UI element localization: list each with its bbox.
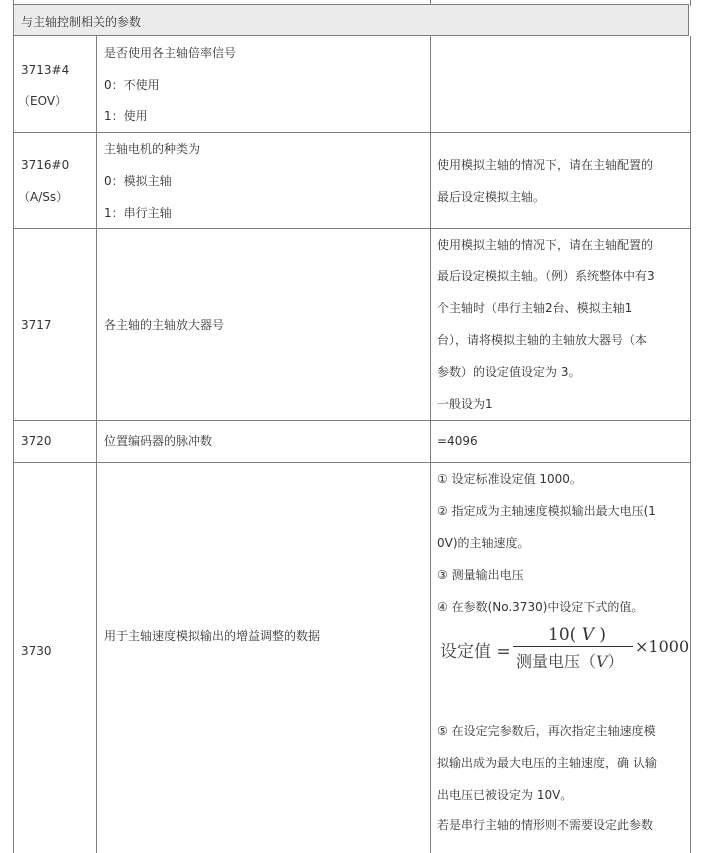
note-cell — [431, 421, 690, 462]
desc-line: 1：串行主轴 — [104, 206, 172, 220]
formula — [440, 625, 690, 671]
desc-cell — [97, 133, 431, 228]
note-cell — [431, 229, 690, 420]
note-line: 使用模拟主轴的情况下，请在主轴配置的 — [437, 158, 654, 172]
formula-denominator-unit: V — [596, 652, 608, 671]
formula-multiplier: ×1000 — [635, 637, 690, 656]
table-row — [13, 133, 691, 229]
section-header — [13, 4, 689, 36]
desc-cell — [97, 36, 431, 132]
note-line: =4096 — [437, 434, 478, 448]
table-row — [13, 463, 691, 853]
formula-denominator-close: ） — [607, 652, 624, 671]
param-cell — [14, 133, 97, 228]
formula-numerator-unit: V — [581, 625, 594, 645]
note-cell — [431, 133, 690, 228]
note-line: ④ 在参数(No.3730)中设定下式的值。 — [437, 600, 644, 614]
desc-cell — [97, 229, 431, 420]
param-symbol: （EOV） — [18, 94, 68, 108]
note-line: 若是串行主轴的情形则不需要设定此参数 — [437, 818, 654, 832]
desc-line: 1：使用 — [104, 109, 148, 123]
formula-denominator — [516, 649, 624, 672]
param-symbol: （A/Ss） — [18, 190, 69, 204]
note-cell — [431, 463, 690, 853]
note-line: 个主轴时（串行主轴2台、模拟主轴1 — [437, 301, 633, 315]
desc-cell — [97, 421, 431, 462]
desc-line: 是否使用各主轴倍率信号 — [104, 46, 237, 60]
note-line: 一般设为1 — [437, 397, 493, 411]
param-number: 3713#4 — [21, 63, 70, 77]
desc-cell — [97, 463, 431, 853]
note-line: 0V)的主轴速度。 — [437, 536, 530, 550]
desc-line: 0：模拟主轴 — [104, 174, 172, 188]
formula-numerator: 10( V ) — [548, 625, 607, 645]
desc-line: 0：不使用 — [104, 78, 160, 92]
desc-line: 位置编码器的脉冲数 — [104, 434, 213, 448]
note-line: 台），请将模拟主轴的主轴放大器号（本 — [437, 333, 648, 347]
note-line: ③ 测量输出电压 — [437, 568, 524, 582]
note-line: 使用模拟主轴的情况下，请在主轴配置的 — [437, 238, 654, 252]
desc-line: 各主轴的主轴放大器号 — [104, 318, 225, 332]
desc-line: 用于主轴速度模拟输出的增益调整的数据 — [104, 629, 321, 643]
desc-line: 主轴电机的种类为 — [104, 142, 201, 156]
note-line: 参数）的设定值设定为 3。 — [437, 365, 581, 379]
formula-lhs: 设定值 = — [440, 642, 511, 662]
table-row — [13, 229, 691, 421]
table-row — [13, 421, 691, 463]
note-line: 最后设定模拟主轴。 — [437, 190, 546, 204]
note-cell — [431, 36, 690, 132]
note-line: ② 指定成为主轴速度模拟输出最大电压(1 — [437, 504, 656, 518]
param-cell — [14, 229, 97, 420]
param-cell — [14, 463, 97, 853]
table-row — [13, 36, 691, 133]
fraction-bar — [513, 646, 633, 647]
note-line: 拟输出成为最大电压的主轴速度，确 认输 — [437, 756, 657, 770]
param-number: 3716#0 — [21, 158, 70, 172]
formula-numerator-value: 10 — [548, 625, 570, 645]
section-title: 与主轴控制相关的参数 — [21, 15, 142, 29]
note-line: ① 设定标准设定值 1000。 — [437, 472, 582, 486]
param-number: 3720 — [21, 434, 52, 448]
note-line: ⑤ 在设定完参数后，再次指定主轴速度模 — [437, 724, 656, 738]
param-number: 3730 — [21, 644, 52, 658]
formula-denominator-text: 测量电压（ — [516, 652, 597, 671]
note-line: 最后设定模拟主轴。（例）系统整体中有3 — [437, 269, 655, 283]
param-cell — [14, 421, 97, 462]
note-line: 出电压已被设定为 10V。 — [437, 788, 573, 802]
param-cell — [14, 36, 97, 132]
param-number: 3717 — [21, 318, 52, 332]
